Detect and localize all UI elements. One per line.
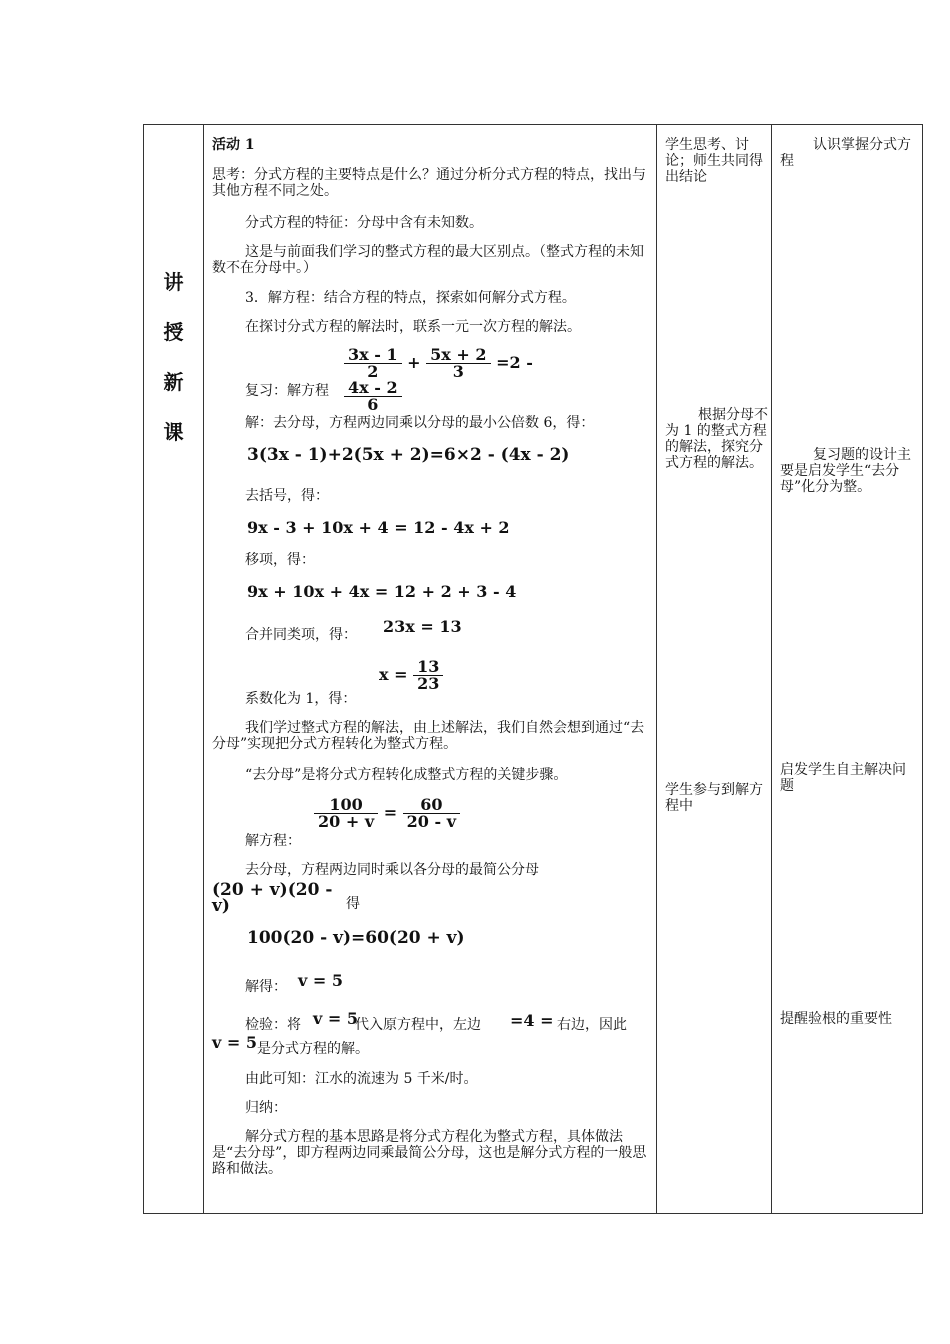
design-intent-3: 启发学生自主解决问题 bbox=[780, 762, 906, 794]
section-char: 课 bbox=[163, 420, 184, 444]
induction-label: 归纳： bbox=[245, 1100, 287, 1116]
check-label-d: 是分式方程的解。 bbox=[257, 1041, 369, 1057]
check-equation: =4 = bbox=[510, 1011, 554, 1030]
section-char: 新 bbox=[163, 370, 184, 394]
equation-10: v = 5 bbox=[298, 971, 343, 990]
student-activity-1: 学生思考、讨论；师生共同得出结论 bbox=[665, 137, 763, 185]
induction-paragraph: 解分式方程的基本思路是将分式方程化为整式方程，具体做法是“去分母”，即方程两边同乘最简公分母，这也是解分式方程的一般思路和做法。 bbox=[212, 1129, 647, 1177]
review-label: 复习：解方程 bbox=[245, 383, 329, 399]
transpose-label: 移项，得： bbox=[245, 552, 315, 568]
check-label-c: 右边，因此 bbox=[557, 1017, 627, 1033]
remove-brackets-label: 去括号，得： bbox=[245, 488, 329, 504]
design-intent-1: 认识掌握分式方程 bbox=[780, 137, 911, 169]
denominator-paragraph: 去分母，方程两边同时乘以各分母的最简公分母 bbox=[245, 862, 539, 878]
summary-paragraph-2: “去分母”是将分式方程转化成整式方程的关键步骤。 bbox=[245, 767, 568, 783]
lesson-table bbox=[143, 124, 923, 1214]
check-value-1: v = 5 bbox=[313, 1009, 358, 1028]
solution-label: 解得： bbox=[245, 979, 287, 995]
equation-7: $\frac{100}{20 + v}$ = $\frac{60}{20 - v}$ bbox=[314, 797, 514, 830]
solution-intro: 解：去分母，方程两边同乘以分母的最小公倍数 6，得： bbox=[245, 415, 595, 431]
equation-1: $\frac{3x - 1}{2}$ + $\frac{5x + 2}{3}$ =2 - $\frac{4x - 2}{6}$ bbox=[344, 347, 584, 413]
difference-paragraph: 这是与前面我们学习的整式方程的最大区别点。（整式方程的未知数不在分母中。） bbox=[212, 244, 644, 276]
activity-title: 活动 1 bbox=[212, 137, 255, 153]
equation-2: 3(3x - 1)+2(5x + 2)=6×2 - (4x - 2) bbox=[247, 445, 570, 465]
student-activity-2: 根据分母不为 1 的整式方程的解法，探究分式方程的解法。 bbox=[665, 407, 768, 471]
check-label-b: 代入原方程中，左边 bbox=[355, 1017, 481, 1033]
equation-9: 100(20 - v)=60(20 + v) bbox=[247, 928, 465, 948]
coefficient-label: 系数化为 1，得： bbox=[245, 691, 357, 707]
student-activity-3: 学生参与到解方程中 bbox=[665, 782, 763, 814]
section-char: 授 bbox=[163, 320, 184, 344]
design-intent-2: 复习题的设计主要是启发学生“去分母”化分为整。 bbox=[780, 447, 911, 495]
de-label: 得 bbox=[346, 896, 360, 912]
equation-8: (20 + v)(20 - v) bbox=[212, 880, 333, 916]
design-intent-4: 提醒验根的重要性 bbox=[780, 1011, 892, 1027]
step3-paragraph: 3．解方程：结合方程的特点，探索如何解分式方程。 bbox=[245, 290, 576, 306]
feature-paragraph: 分式方程的特征：分母中含有未知数。 bbox=[245, 215, 483, 231]
column-divider bbox=[203, 125, 204, 1213]
equation-3: 9x - 3 + 10x + 4 = 12 - 4x + 2 bbox=[247, 518, 510, 537]
check-label-a: 检验：将 bbox=[245, 1017, 301, 1033]
section-char: 讲 bbox=[163, 270, 184, 294]
solve-label: 解方程： bbox=[245, 833, 301, 849]
think-paragraph: 思考：分式方程的主要特点是什么？通过分析分式方程的特点，找出与其他方程不同之处。 bbox=[212, 167, 646, 199]
explore-paragraph: 在探讨分式方程的解法时，联系一元一次方程的解法。 bbox=[245, 319, 581, 335]
column-divider bbox=[656, 125, 657, 1213]
section-label bbox=[144, 125, 203, 1213]
combine-label: 合并同类项，得： bbox=[245, 627, 357, 643]
equation-5: 23x = 13 bbox=[383, 617, 462, 636]
equation-6: x = $\frac{13}{23}$ bbox=[379, 659, 479, 692]
check-value-2: v = 5 bbox=[212, 1033, 257, 1052]
column-divider bbox=[771, 125, 772, 1213]
equation-4: 9x + 10x + 4x = 12 + 2 + 3 - 4 bbox=[247, 582, 517, 601]
conclusion-paragraph: 由此可知：江水的流速为 5 千米/时。 bbox=[245, 1071, 478, 1087]
summary-paragraph-1: 我们学过整式方程的解法，由上述解法，我们自然会想到通过“去分母”实现把分式方程转化为整式方程。 bbox=[212, 720, 645, 752]
